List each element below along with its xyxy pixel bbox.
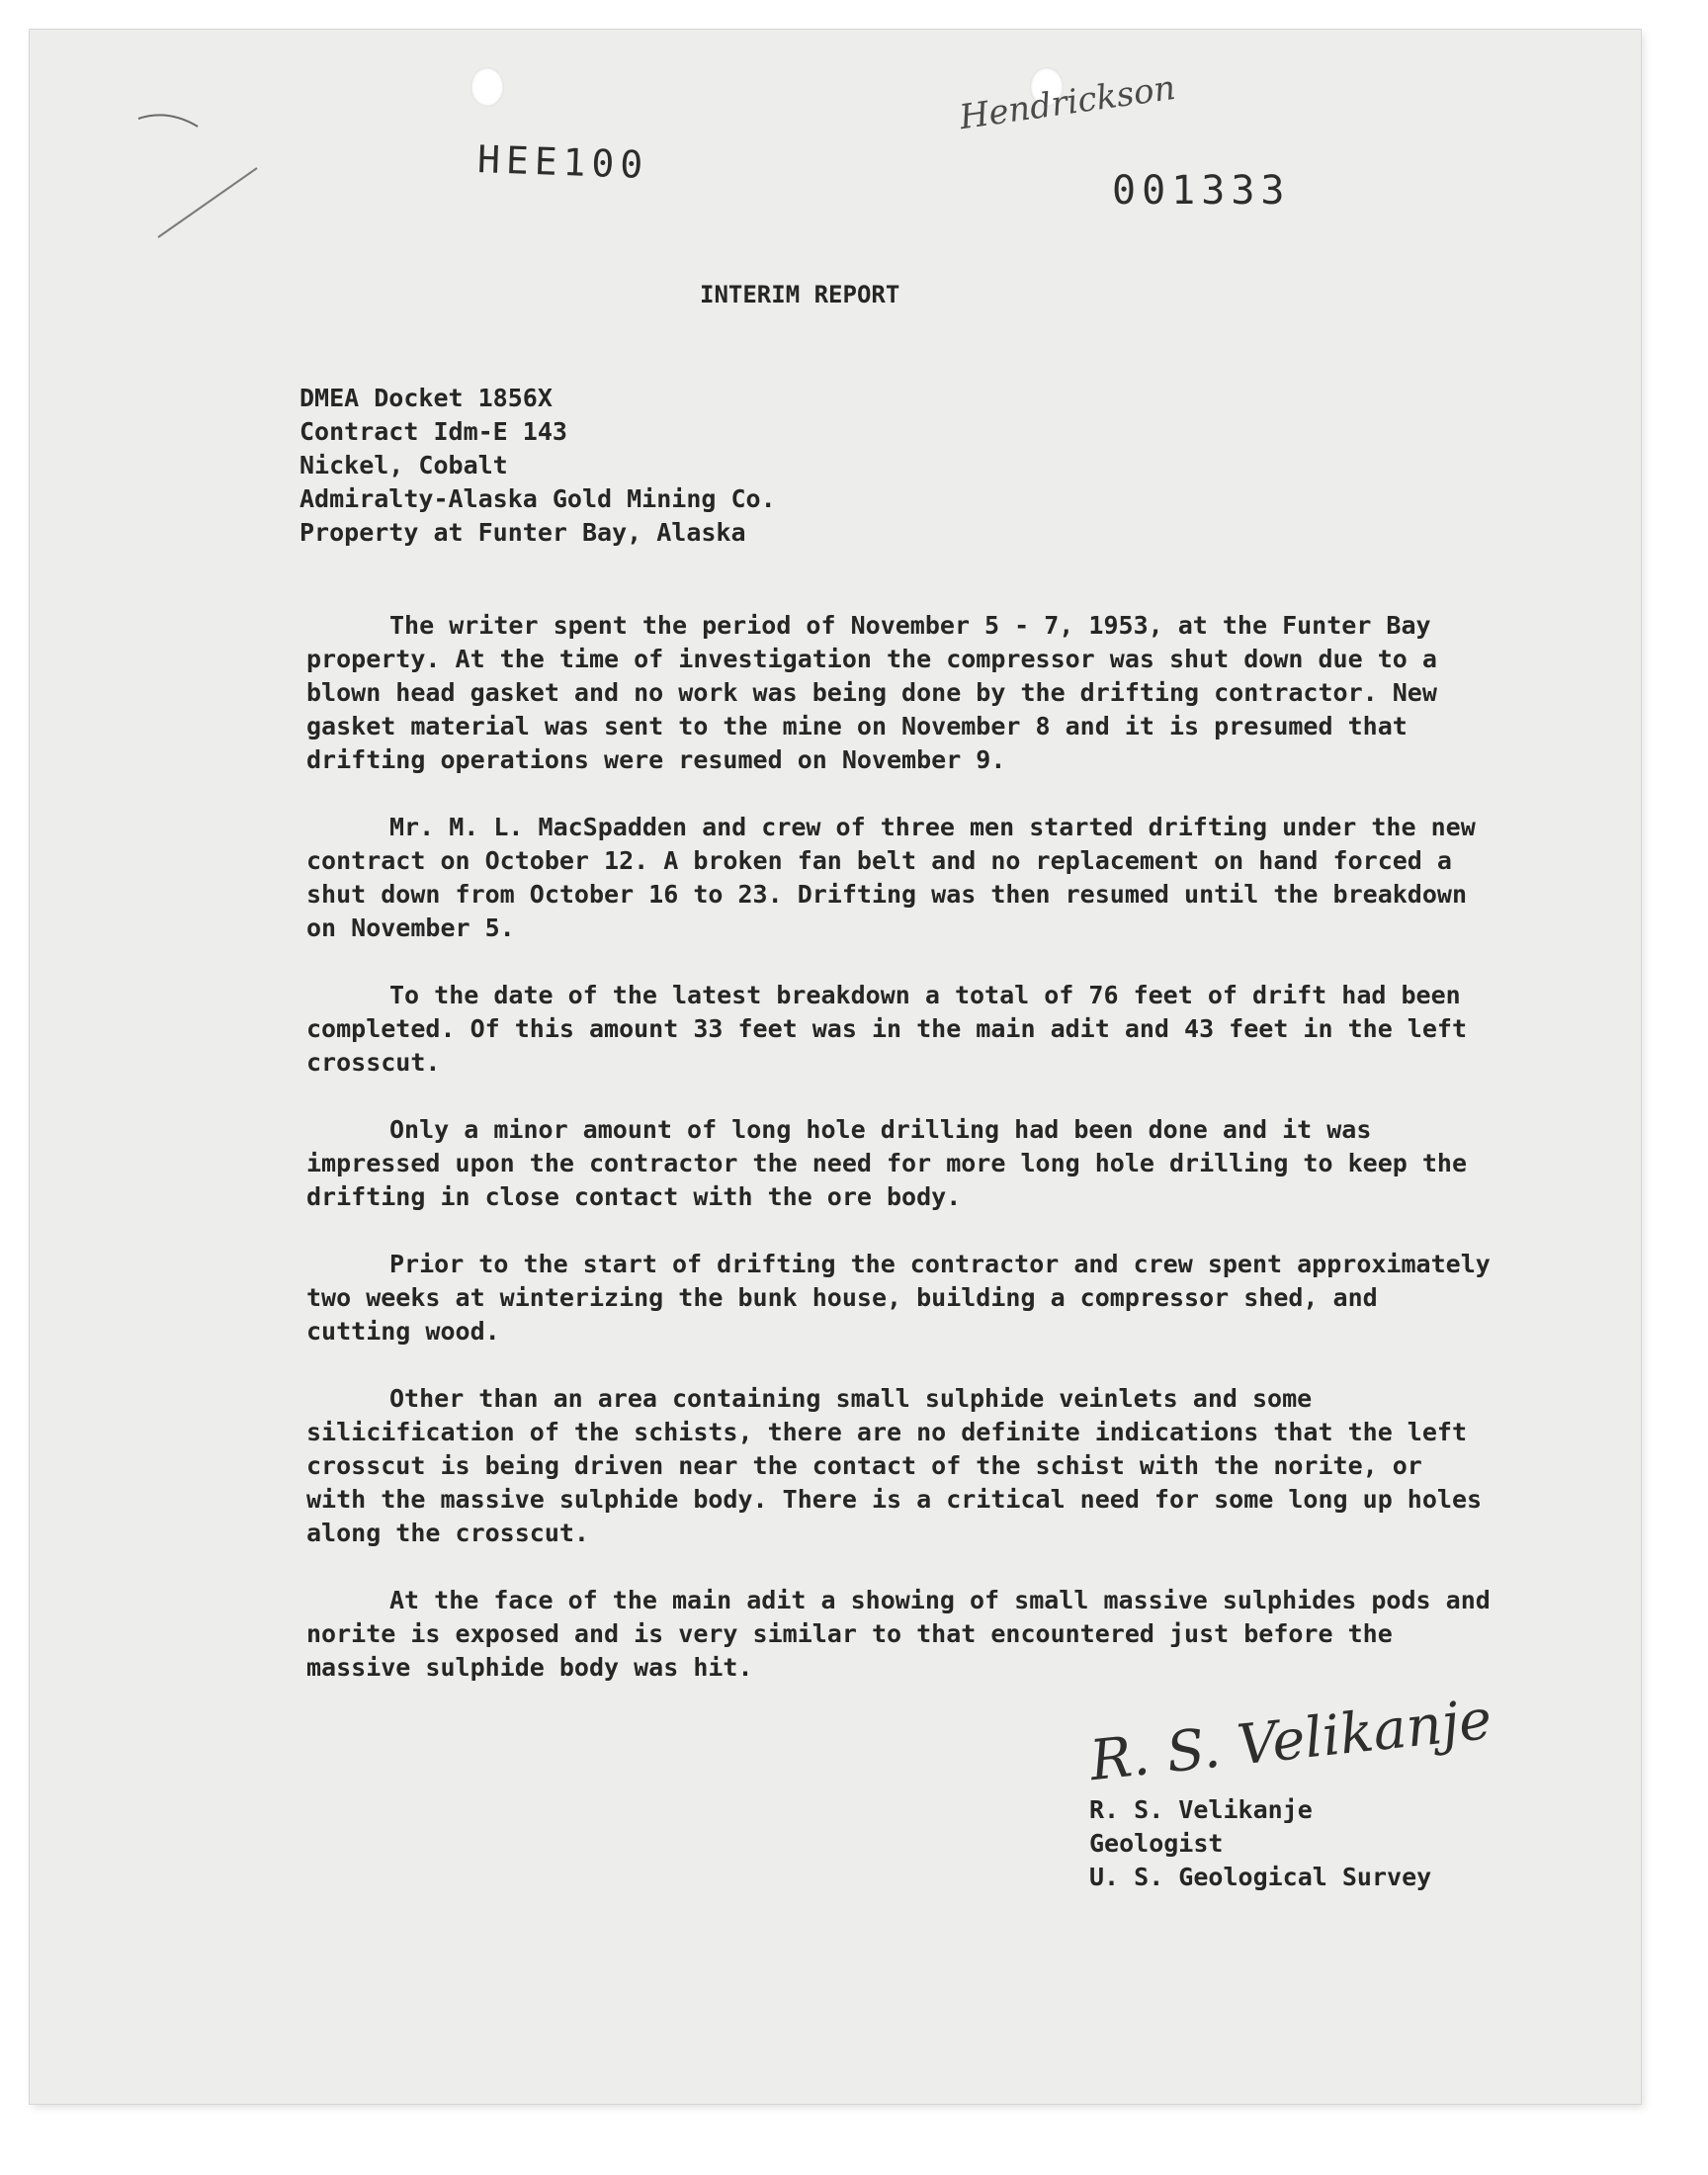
header-block [299,382,776,550]
docket-stamp: HEE100 [476,136,649,188]
header-docket: DMEA Docket 1856X [299,384,553,412]
paragraph-drilling: Only a minor amount of long hole drilling had been done and it was impressed upon the contractor the need for more long hole drilling to keep the drifting in close contact with the ore body. [306,1115,1467,1211]
header-property: Property at Funter Bay, Alaska [299,518,746,547]
header-commodity: Nickel, Cobalt [299,451,508,479]
signer-name: R. S. Velikanje [1089,1795,1313,1824]
handwritten-note: Hendrickson [957,67,1178,138]
margin-pen-mark [128,109,287,247]
report-body [306,609,1493,1718]
paragraph-adit-face: At the face of the main adit a showing of small massive sulphides pods and norite is exposed and is very similar to that encountered just before the massive sulphide body was hit. [306,1586,1491,1682]
document-page [30,30,1641,2104]
handwritten-signature: R. S. Velikanje [1086,1687,1495,1794]
paragraph-footage: To the date of the latest breakdown a total of 76 feet of drift had been completed. Of this amount 33 feet was in the main adit and 43 feet in the left crosscut. [306,981,1467,1077]
paragraph-crew: Mr. M. L. MacSpadden and crew of three men started drifting under the new contract on October 12. A broken fan belt and no replacement on hand forced a shut down from October 16 to 23. Drifting was then resumed until the breakdown on November 5. [306,813,1476,942]
punch-hole-left [470,67,504,107]
signature-block [1089,1793,1431,1894]
signer-agency: U. S. Geological Survey [1089,1863,1432,1891]
header-contract: Contract Idm-E 143 [299,417,567,446]
file-number: 001333 [1112,168,1291,214]
header-company: Admiralty-Alaska Gold Mining Co. [299,484,776,513]
paragraph-crosscut: Other than an area containing small sulphide veinlets and some silicification of the schists, there are no definite indications that the left crosscut is being driven near the contact of the schist with the norite, or with the massive sulphide body. There is a critical need for some long up holes along the crosscut. [306,1384,1483,1547]
signer-title: Geologist [1089,1829,1224,1858]
report-title: INTERIM REPORT [700,281,900,308]
paragraph-visit: The writer spent the period of November 5 - 7, 1953, at the Funter Bay property. At the time of investigation the compressor was shut down due to a blown head gasket and no work was being done by the drifting contractor. New gasket material was sent to the mine on November 8 and it is presumed that drifting operations were resumed on November 9. [306,611,1437,774]
paragraph-winterizing: Prior to the start of drifting the contractor and crew spent approximately two weeks at winterizing the bunk house, building a compressor shed, and cutting wood. [306,1250,1491,1346]
